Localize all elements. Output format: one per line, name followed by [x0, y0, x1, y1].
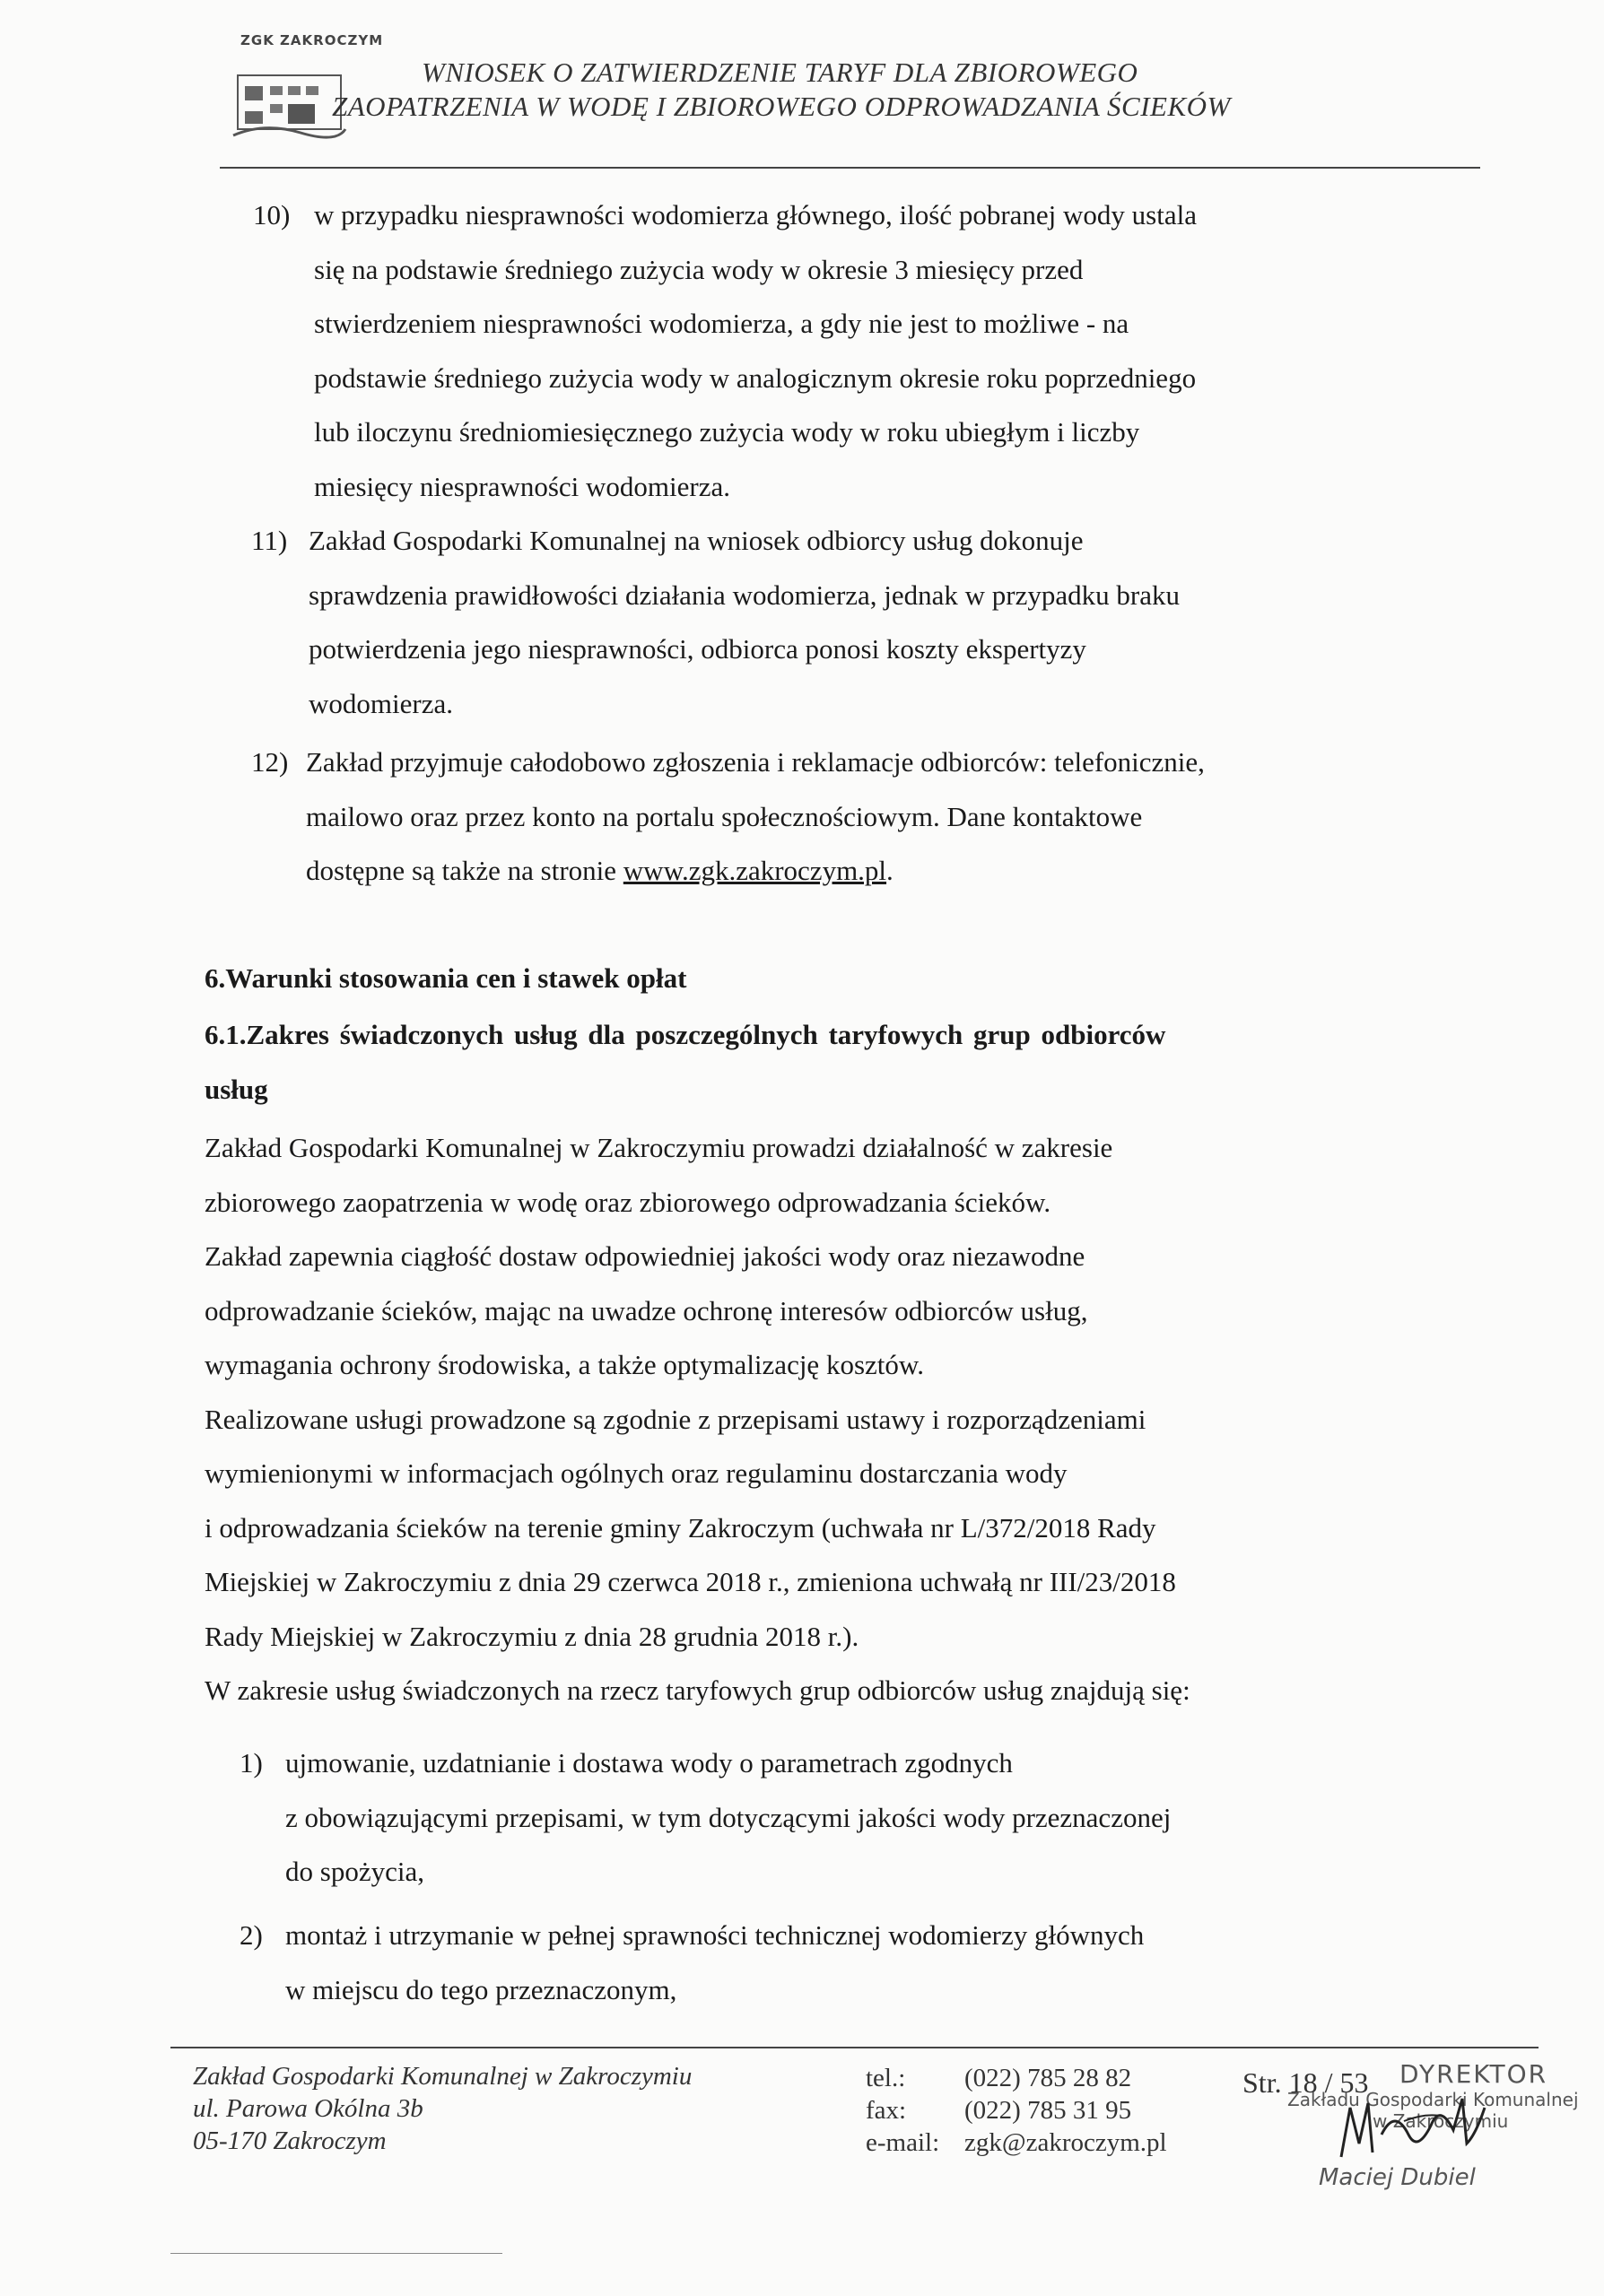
stamp-line: w Zakroczymiu [1373, 2110, 1509, 2132]
document-title [332, 56, 1231, 124]
section-heading: 6.Warunki stosowania cen i stawek opłat [205, 962, 687, 994]
text-line: wodomierza. [309, 687, 453, 719]
footer-contact [866, 2062, 1167, 2159]
text-line: się na podstawie średniego zużycia wody w okresie 3 miesięcy przed [314, 253, 1084, 285]
list-item-11 [309, 514, 1386, 731]
text-line: i odprowadzania ścieków na terenie gminy Zakroczym (uchwała nr L/372/2018 Rady [205, 1511, 1156, 1544]
zgk-logo [229, 32, 350, 144]
text-line: wymienionymi w informacjach ogólnych oraz regulaminu dostarczania wody [205, 1457, 1068, 1489]
text-line: do spożycia, [285, 1856, 424, 1887]
fax-value: (022) 785 31 95 [964, 2096, 1132, 2125]
footer-street: ul. Parowa Okólna 3b [193, 2094, 423, 2123]
text-line: miesięcy niesprawności wodomierza. [314, 470, 730, 502]
paragraph [205, 1121, 1389, 1718]
email-label: e-mail: [866, 2128, 940, 2157]
footer-city: 05-170 Zakroczym [193, 2126, 387, 2155]
heading-line: usług [205, 1073, 268, 1105]
text-line: Miejskiej w Zakroczymiu z dnia 29 czerwca 2018 r., zmieniona uchwałą nr III/23/2018 [205, 1566, 1176, 1597]
footer-divider [170, 2047, 1539, 2048]
text-line: sprawdzenia prawidłowości działania wodomierza, jednak w przypadku braku [309, 578, 1180, 611]
text-line: Zakład zapewnia ciągłość dostaw odpowiedniej jakości wody oraz niezawodne [205, 1240, 1085, 1272]
stamp-name: Maciej Dubiel [1319, 2164, 1476, 2191]
website-link[interactable]: www.zgk.zakroczym.pl [623, 855, 887, 886]
text-line: podstawie średniego zużycia wody w analogicznym okresie roku poprzedniego [314, 361, 1197, 394]
text-line: potwierdzenia jego niesprawności, odbiorca ponosi koszty ekspertyzy [309, 633, 1086, 665]
header-divider [220, 167, 1480, 169]
footer-address [193, 2060, 692, 2157]
email-value[interactable]: zgk@zakroczym.pl [964, 2128, 1167, 2157]
text-line: stwierdzeniem niesprawności wodomierza, a gdy nie jest to możliwe - na [314, 308, 1129, 339]
text-line: W zakresie usług świadczonych na rzecz taryfowych grup odbiorców usług znajdują się: [205, 1674, 1190, 1706]
list-item-12 [306, 735, 1386, 899]
text-line: mailowo oraz przez konto na portalu społecznościowym. Dane kontaktowe [306, 800, 1143, 832]
text-line: lub iloczynu średniomiesięcznego zużycia wody w roku ubiegłym i liczby [314, 416, 1140, 448]
footer-org: Zakład Gospodarki Komunalnej w Zakroczymiu [193, 2062, 693, 2091]
stamp-line: Zakładu Gospodarki Komunalnej [1287, 2089, 1579, 2110]
text-line: Zakład Gospodarki Komunalnej w Zakroczymiu prowadzi działalność w zakresie [205, 1132, 1113, 1163]
text-line: Realizowane usługi prowadzone są zgodnie z przepisami ustawy i rozporządzeniami [205, 1403, 1146, 1435]
text-line: wymagania ochrony środowiska, a także optymalizację kosztów. [205, 1349, 925, 1380]
text-fragment: dostępne są także na stronie [306, 855, 623, 886]
footer-short-divider [170, 2253, 502, 2254]
text-line: montaż i utrzymanie w pełnej sprawności technicznej wodomierzy głównych [285, 1919, 1145, 1951]
logo-text: ZGK ZAKROCZYM [240, 32, 384, 48]
title-line-2: ZAOPATRZENIA W WODĘ I ZBIOROWEGO ODPROWADZANIA ŚCIEKÓW [332, 91, 1231, 122]
text-line: w miejscu do tego przeznaczonym, [285, 1973, 677, 2005]
text-line: zbiorowego zaopatrzenia w wodę oraz zbiorowego odprowadzania ścieków. [205, 1186, 1051, 1218]
list-item-number: 1) [240, 1747, 263, 1779]
page-number: Str. 18 / 53 [1242, 2066, 1369, 2099]
list-item-1 [285, 1736, 1389, 1900]
text-line: Zakład przyjmuje całodobowo zgłoszenia i reklamacje odbiorców: telefonicznie, [306, 746, 1205, 778]
title-line-1: WNIOSEK O ZATWIERDZENIE TARYF DLA ZBIOROWEGO [422, 57, 1138, 88]
tel-label: tel.: [866, 2064, 906, 2092]
text-fragment: . [886, 855, 894, 886]
stamp-title: DYREKTOR [1399, 2059, 1548, 2089]
text-line: Rady Miejskiej w Zakroczymiu z dnia 28 grudnia 2018 r.). [205, 1620, 859, 1652]
list-item-number: 12) [251, 746, 289, 778]
list-item-10 [314, 188, 1386, 514]
text-line: z obowiązującymi przepisami, w tym dotyczącymi jakości wody przeznaczonej [285, 1801, 1172, 1833]
text-line: ujmowanie, uzdatnianie i dostawa wody o parametrach zgodnych [285, 1747, 1013, 1779]
handwritten-signature [1319, 2072, 1507, 2179]
fax-label: fax: [866, 2096, 907, 2125]
text-line: Zakład Gospodarki Komunalnej na wniosek odbiorcy usług dokonuje [309, 525, 1084, 556]
list-item-2 [285, 1909, 1389, 2017]
text-line: odprowadzanie ścieków, mając na uwadze ochronę interesów odbiorców usług, [205, 1294, 1088, 1326]
list-item-number: 2) [240, 1919, 263, 1951]
text-line: w przypadku niesprawności wodomierza głównego, ilość pobranej wody ustala [314, 199, 1197, 230]
heading-line: 6.1.Zakres świadczonych usług dla poszczególnych taryfowych grup odbiorców [205, 1019, 1166, 1050]
tel-value: (022) 785 28 82 [964, 2064, 1132, 2092]
text-line [306, 844, 1386, 899]
list-item-number: 10) [253, 199, 291, 230]
list-item-number: 11) [251, 525, 288, 556]
subsection-heading [205, 1008, 1389, 1117]
